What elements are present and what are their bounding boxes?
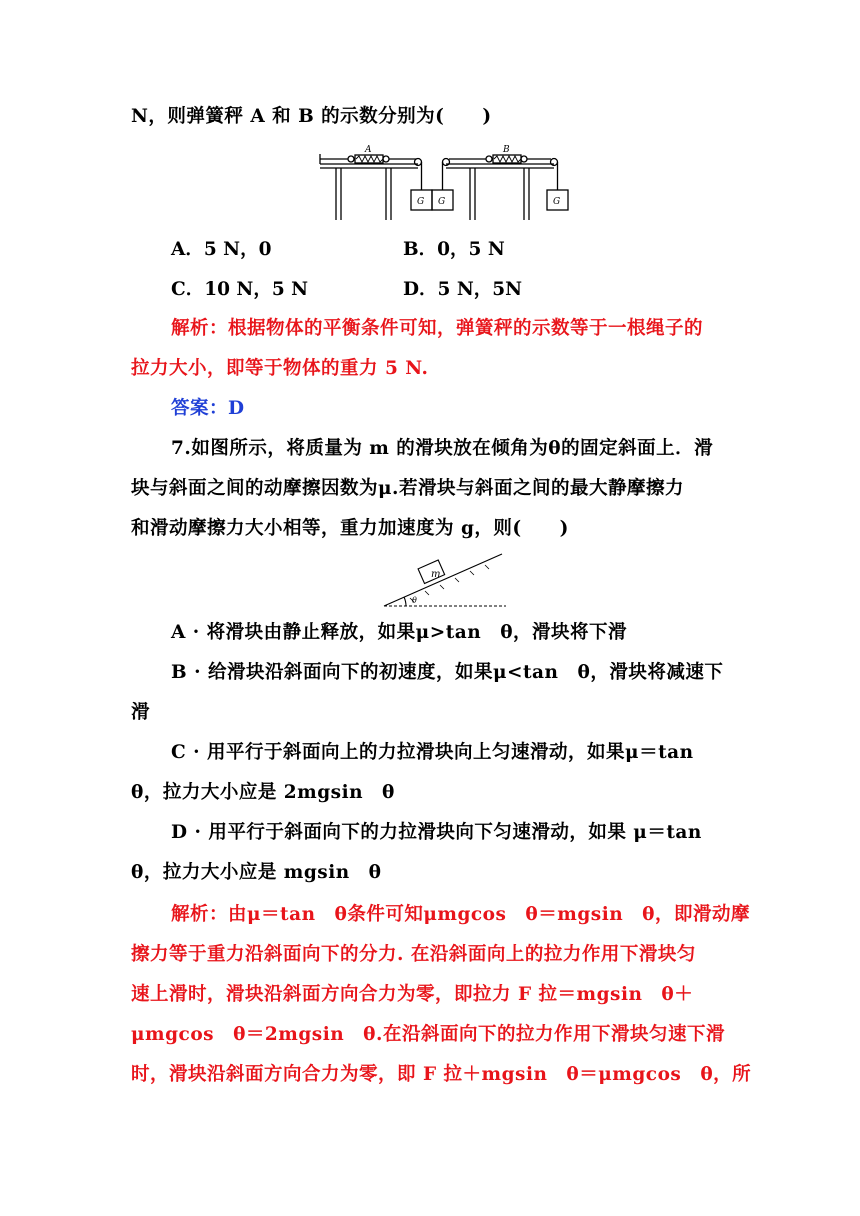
label-a: A [365,145,372,155]
q7-stem-line1: 7.如图所示，将质量为 m 的滑块放在倾角为θ的固定斜面上．滑 [171,438,714,459]
q6-option-c: C．10 N，5 N [171,279,309,300]
angle-arc [404,597,406,606]
label-g2: G [438,197,446,207]
q7-stem-line3: 和滑动摩擦力大小相等，重力加速度为 g，则( ) [131,518,569,539]
q7-analysis-line3: 速上滑时，滑块沿斜面方向合力为零，即拉力 F 拉＝mgsin θ＋ [131,984,694,1005]
incline-surface [384,554,502,606]
q7-option-d-line2: θ，拉力大小应是 mgsin θ [131,862,382,883]
q7-option-c-line2: θ，拉力大小应是 2mgsin θ [131,782,395,803]
q7-option-c-line1: C · 用平行于斜面向上的力拉滑块向上匀速滑动，如果μ＝tan [171,742,694,763]
q6-answer: 答案：D [171,398,245,419]
label-g1: G [417,197,425,207]
q7-option-a: A · 将滑块由静止释放，如果μ>tan θ，滑块将下滑 [171,622,628,643]
q7-stem-line2: 块与斜面之间的动摩擦因数为μ.若滑块与斜面之间的最大静摩擦力 [131,478,684,499]
q6-analysis-line1: 解析：根据物体的平衡条件可知，弹簧秤的示数等于一根绳子的 [171,318,704,339]
spring-scale-figure [318,142,580,224]
incline-figure [380,550,510,610]
q7-analysis-line4: μmgcos θ＝2mgsin θ.在沿斜面向下的拉力作用下滑块匀速下滑 [131,1024,725,1045]
q7-analysis-line5: 时，滑块沿斜面方向合力为零，即 F 拉＋mgsin θ＝μmgcos θ，所 [131,1064,752,1085]
q7-analysis-line1: 解析：由μ＝tan θ条件可知μmgcos θ＝mgsin θ，即滑动摩 [171,904,751,925]
q6-stem-tail: N，则弹簧秤 A 和 B 的示数分别为( ) [131,106,492,127]
q7-option-d-line1: D · 用平行于斜面向下的力拉滑块向下匀速滑动，如果 μ＝tan [171,822,702,843]
label-b: B [503,145,510,155]
q7-option-b-line1: B · 给滑块沿斜面向下的初速度，如果μ<tan θ，滑块将减速下 [171,662,724,683]
q6-option-b: B．0，5 N [403,239,505,260]
label-theta: θ [412,596,417,605]
q6-option-a: A．5 N，0 [171,239,272,260]
incline-diagram [380,550,510,610]
q6-option-d: D．5 N，5N [403,279,523,300]
label-g3: G [553,197,561,207]
q6-analysis-line2: 拉力大小，即等于物体的重力 5 N. [131,358,429,379]
label-m: m [431,569,441,580]
spring-scale-diagram [318,142,580,224]
q7-analysis-line2: 擦力等于重力沿斜面向下的分力. 在沿斜面向上的拉力作用下滑块匀 [131,944,696,965]
q7-option-b-line2: 滑 [131,702,151,723]
